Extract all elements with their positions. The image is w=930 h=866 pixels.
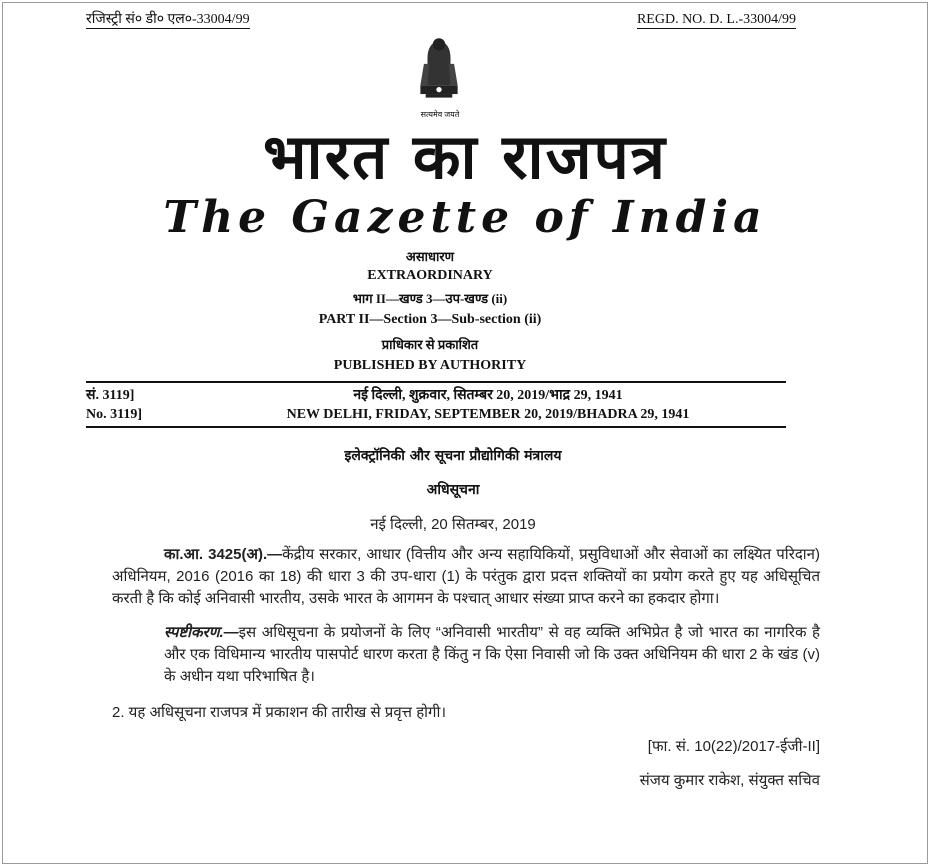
national-emblem-icon	[404, 32, 474, 110]
item-2: 2. यह अधिसूचना राजपत्र में प्रकाशन की तारीख से प्रवृत्त होगी।	[112, 704, 447, 721]
notification-paragraph	[112, 544, 820, 610]
emblem-motto: सत्यमेव जयते	[420, 110, 460, 119]
explanation-lead: स्पष्टीकरण.—	[164, 624, 239, 641]
notification-number: का.आ. 3425(अ).—	[164, 546, 283, 563]
explanation-paragraph	[164, 622, 820, 688]
notification-text: केंद्रीय सरकार, आधार (वित्तीय और अन्य सहायिकियों, प्रसुविधाओं और सेवाओं का लक्ष्यित परिदान) अधिनियम, 2016 (2016 का 18) की धारा 3 की उप-धारा (1) के परंतुक द्वारा प्रदत्त शक्तियों का प्रयोग करते हुए यह अधिसूचित करती है कि कोई अनिवासी भारतीय, उसके भारत के आगमन के पश्चात् आधार संख्या प्राप्त करने का हकदार होगा।	[112, 546, 821, 607]
registration-number-english: REGD. NO. D. L.-33004/99	[636, 12, 796, 27]
file-number: [फा. सं. 10(22)/2017-ईजी-II]	[647, 738, 820, 755]
top-rule	[86, 381, 786, 383]
issue-line-hindi	[86, 386, 786, 405]
gazette-title-english: The Gazette of India	[163, 192, 767, 243]
ministry-name: इलेक्ट्रॉनिकी और सूचना प्रौद्योगिकी मंत्रालय	[344, 448, 562, 464]
extraordinary-hindi: असाधारण	[405, 249, 455, 264]
explanation-text: इस अधिसूचना के प्रयोजनों के लिए “अनिवासी भारतीय” से वह व्यक्ति अभिप्रेत है जो भारत का नागरिक है और एक विधिमान्य भारतीय पासपोर्ट धारण करता है किंतु न कि ऐसा निवासी जो कि उक्त अधिनियम की धारा 2 के खंड (v) के अधीन यथा परिभाषित है।	[164, 624, 820, 685]
bottom-rule	[86, 426, 786, 428]
part-hindi: भाग II—खण्ड 3—उप-खण्ड (ii)	[352, 291, 508, 306]
issue-date-hindi: नई दिल्ली, शुक्रवार, सितम्बर 20, 2019/भाद्र 29, 1941	[353, 388, 623, 403]
extraordinary-english: EXTRAORDINARY	[367, 268, 493, 283]
authority-hindi: प्राधिकार से प्रकाशित	[381, 337, 479, 352]
issue-date-english: NEW DELHI, FRIDAY, SEPTEMBER 20, 2019/BHADRA 29, 1941	[286, 407, 690, 422]
issue-line-english	[86, 405, 786, 424]
signatory: संजय कुमार राकेश, संयुक्त सचिव	[639, 772, 820, 789]
issue-number-english: No. 3119]	[86, 407, 142, 422]
notification-body	[86, 446, 820, 792]
gazette-title-hindi: भारत का राजपत्र	[262, 120, 668, 193]
registration-number-hindi: रजिस्ट्री सं० डी० एल०-33004/99	[86, 12, 250, 27]
place-date: नई दिल्ली, 20 सितम्बर, 2019	[370, 516, 536, 533]
notification-heading: अधिसूचना	[426, 482, 480, 498]
authority-english: PUBLISHED BY AUTHORITY	[333, 358, 527, 373]
part-english: PART II—Section 3—Sub-section (ii)	[318, 312, 542, 327]
issue-number-hindi: सं. 3119]	[86, 388, 135, 403]
